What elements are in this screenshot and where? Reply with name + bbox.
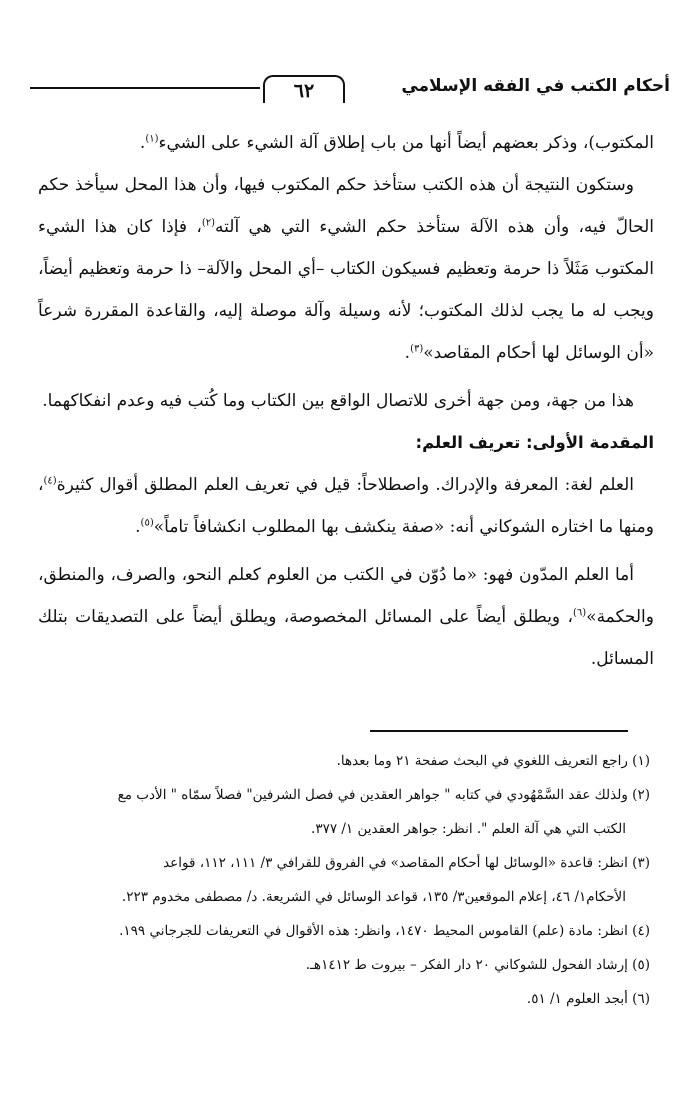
footnote-ref: (٤) bbox=[43, 475, 57, 487]
paragraph-3: هذا من جهة، ومن جهة أخرى للاتصال الواقع بين الكتاب وما كُتب فيه وعدم انفكاكهما. bbox=[42, 391, 634, 411]
paragraph-end: . bbox=[135, 517, 141, 537]
paragraph-end: . bbox=[139, 133, 146, 153]
footnote-ref: (٦) bbox=[572, 607, 587, 619]
footnote-2-continued: الكتب التي هي آلة العلم ". انظر: جواهر العقدين ١/ ٣٧٧. bbox=[311, 821, 626, 837]
paragraph-text: العلم لغة: المعرفة والإدراك. واصطلاحاً: قيل في تعريف العلم المطلق أقوال كثيرة bbox=[56, 475, 634, 495]
footnote-ref: (٣) bbox=[410, 343, 424, 355]
paragraph-text: المكتوب)، وذكر بعضهم أيضاً أنها من باب إطلاق آلة الشيء على الشيء bbox=[158, 133, 654, 153]
footnote-3: (٣) انظر: قاعدة «الوسائل لها أحكام المقاصد» في الفروق للقرافي ٣/ ١١١، ١١٢، قواعد bbox=[163, 855, 650, 871]
footnote-ref: (١) bbox=[145, 133, 159, 145]
paragraph-2 bbox=[38, 164, 654, 374]
paragraph-text: ، ويطلق أيضاً على المسائل المخصوصة، ويطلق أيضاً على التصديقات بتلك المسائل. bbox=[38, 607, 654, 669]
footnotes bbox=[34, 744, 650, 1016]
footnote-separator bbox=[370, 730, 628, 732]
footnote-3-continued: الأحكام١/ ٤٦، إعلام الموقعين٣/ ١٣٥، قواعد الوسائل في الشريعة. د/ مصطفى مخدوم ٢٢٣. bbox=[121, 889, 626, 905]
footnote-5: (٥) إرشاد الفحول للشوكاني ٢٠ دار الفكر – بيروت ط ١٤١٢هـ. bbox=[305, 957, 650, 973]
header-rule-left bbox=[30, 87, 250, 89]
footnote-6: (٦) أبجد العلوم ١/ ٥١. bbox=[526, 991, 650, 1007]
paragraph-text: وستكون النتيجة أن هذه الكتب ستأخذ حكم المكتوب فيها، وأن هذا المحل سيأخذ حكم الحالّ فيه، وأن هذه الآلة ستأخذ حكم الشيء التي هي آلته bbox=[38, 175, 654, 237]
page-header bbox=[30, 72, 670, 112]
main-text bbox=[38, 122, 654, 680]
paragraph-text: ، ومنها ما اختاره الشوكاني أنه: «صفة ينكشف بها المطلوب انكشافاً تاماً» bbox=[38, 475, 654, 537]
paragraph-5 bbox=[38, 554, 654, 680]
paragraph-text: ، فإذا كان هذا الشيء المكتوب مَثَلاً ذا حرمة وتعظيم فسيكون الكتاب –أي المحل والآلة– ذا حرمة وتعظيم أيضاً، ويجب له ما يجب لذلك المكتوب؛ لأنه وسيلة وآلة موصلة إليه، والقاعدة المقررة شرعاً «أن الوسائل لها أحكام المقاصد» bbox=[38, 217, 654, 363]
footnote-ref: (٢) bbox=[201, 217, 216, 229]
footnote-ref: (٥) bbox=[140, 517, 154, 529]
paragraph-end: . bbox=[404, 343, 411, 363]
page-number: ٦٢ bbox=[263, 75, 345, 103]
paragraph-1 bbox=[38, 122, 654, 164]
running-title: أحكام الكتب في الفقه الإسلامي bbox=[401, 76, 670, 96]
paragraph-4 bbox=[38, 464, 654, 548]
footnote-1: (١) راجع التعريف اللغوي في البحث صفحة ٢١ وما بعدها. bbox=[336, 753, 650, 769]
footnote-4: (٤) انظر: مادة (علم) القاموس المحيط ١٤٧٠، وانظر: هذه الأقوال في التعريفات للجرجاني ١٩٩. bbox=[119, 923, 650, 939]
footnote-2: (٢) ولذلك عقد السَّمْهُودي في كتابه " جواهر العقدين في فصل الشرفين" فصلاً سمّاه " الأدب مع bbox=[117, 787, 650, 803]
section-heading: المقدمة الأولى: تعريف العلم: bbox=[415, 433, 654, 452]
paragraph-text: أما العلم المدّون فهو: «ما دُوّن في الكتب من العلوم كعلم النحو، والصرف، والمنطق، والحكمة» bbox=[38, 565, 654, 627]
